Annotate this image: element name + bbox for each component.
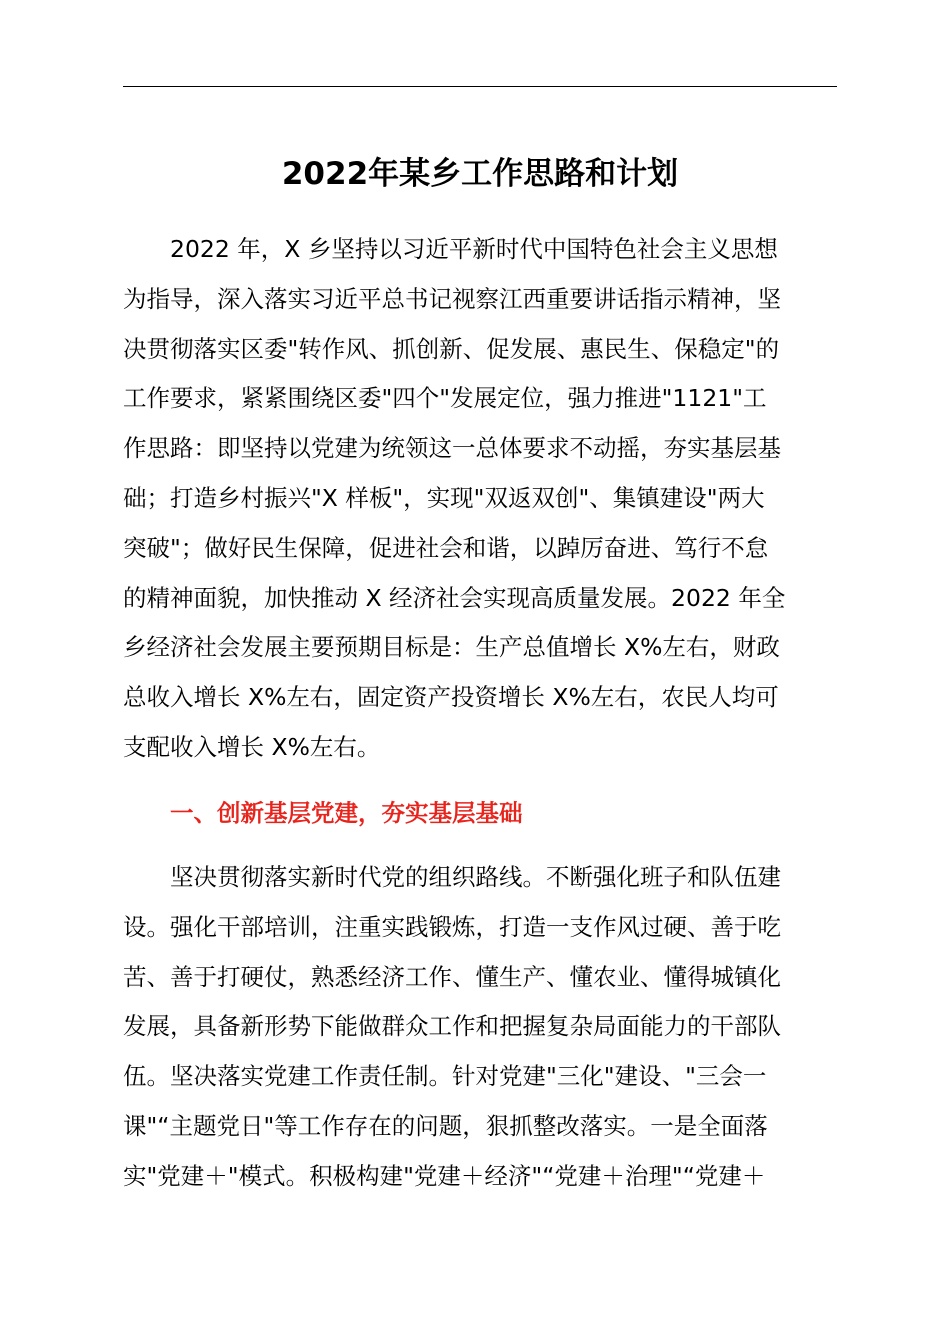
section-paragraph (123, 853, 839, 1202)
section-line: 伍。坚决落实党建工作责任制。针对党建"三化"建设、"三会一 (123, 1062, 767, 1091)
section-line: 发展，具备新形势下能做群众工作和把握复杂局面能力的干部队 (123, 1012, 781, 1041)
section-line: 实"党建＋"模式。积极构建"党建＋经济"“党建＋治理"“党建＋ (123, 1161, 766, 1190)
intro-line: 总收入增长 X%左右，固定资产投资增长 X%左右，农民人均可 (123, 683, 779, 712)
document-title: 2022年某乡工作思路和计划 (281, 156, 679, 192)
intro-line: 工作要求，紧紧围绕区委"四个"发展定位，强力推进"1121"工 (123, 384, 767, 413)
section-line: 课"“主题党日"等工作存在的问题，狠抓整改落实。一是全面落 (123, 1111, 768, 1140)
intro-line: 的精神面貌，加快推动 X 经济社会实现高质量发展。2022 年全 (123, 583, 786, 612)
intro-line: 决贯彻落实区委"转作风、抓创新、促发展、惠民生、保稳定"的 (123, 334, 780, 363)
intro-line: 乡经济社会发展主要预期目标是：生产总值增长 X%左右，财政 (123, 633, 780, 662)
intro-line: 突破"；做好民生保障，促进社会和谐，以踔厉奋进、笃行不怠 (123, 533, 769, 562)
section-line: 设。强化干部培训，注重实践锻炼，打造一支作风过硬、善于吃 (123, 912, 781, 941)
intro-line: 支配收入增长 X%左右。 (123, 732, 381, 761)
intro-line: 础；打造乡村振兴"X 样板"，实现"双返双创"、集镇建设"两大 (123, 483, 765, 512)
section-heading: 一、创新基层党建，夯实基层基础 (170, 799, 523, 827)
section-line: 坚决贯彻落实新时代党的组织路线。不断强化班子和队伍建 (170, 863, 781, 891)
section-line: 苦、善于打硬仗，熟悉经济工作、懂生产、懂农业、懂得城镇化 (123, 962, 781, 991)
intro-line: 2022 年，X 乡坚持以习近平新时代中国特色社会主义思想 (170, 235, 778, 263)
intro-paragraph (123, 225, 839, 773)
header-rule (123, 86, 837, 87)
intro-line: 为指导，深入落实习近平总书记视察江西重要讲话指示精神，坚 (123, 284, 781, 313)
intro-line: 作思路：即坚持以党建为统领这一总体要求不动摇，夯实基层基 (123, 434, 781, 463)
